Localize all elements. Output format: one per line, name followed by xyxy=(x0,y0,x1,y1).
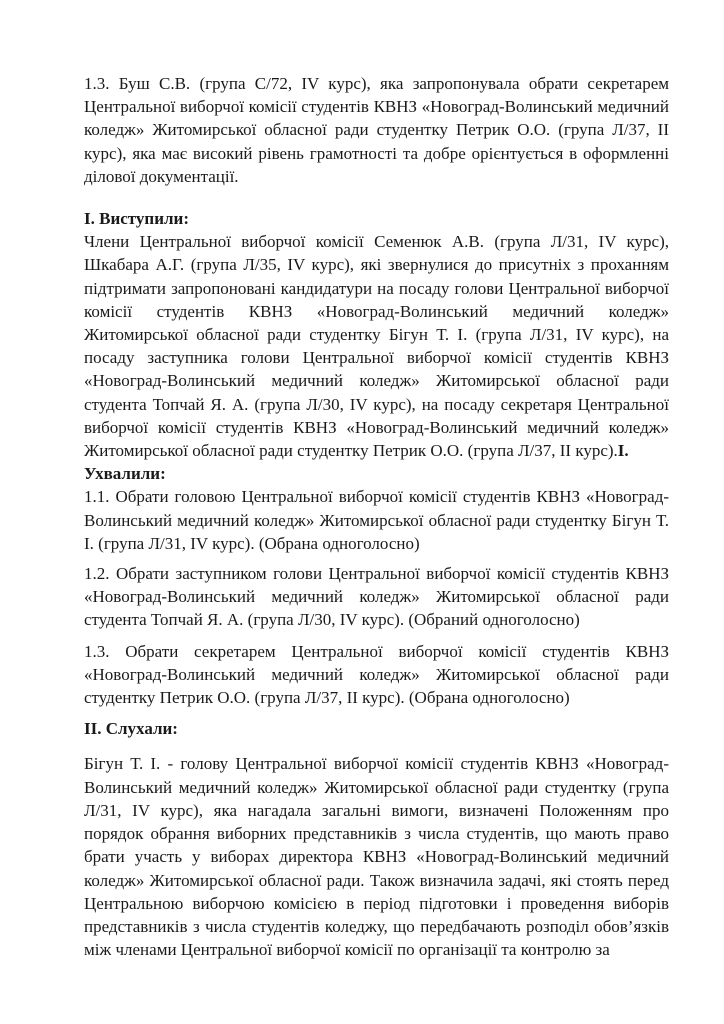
heading-slukhaly: ІІ. Слухали: xyxy=(84,719,178,739)
heading-vystupyly: І. Виступили: xyxy=(84,209,190,229)
paragraph-speakers-text: Члени Центральної виборчої комісії Семенюк А.В. (група Л/31, IV курс), Шкабара А.Г. (група Л/35, IV курс), які звернулися до присутніх з проханням підтримати запропоновані кандидатури на посаду голови Центральної виборчої комісії студентів КВНЗ «Новоград-Волинський медичний коледж» Житомирської обласної ради студентку Бігун Т. І. (група Л/31, IV курс), на посаду заступника голови Центральної виборчої комісії студентів КВНЗ «Новоград-Волинський медичний коледж» Житомирської обласної ради студента Топчай Я. А. (група Л/30, IV курс), на посаду секретаря Центральної виборчої комісії студентів КВНЗ «Новоград-Волинський медичний коледж» Житомирської обласної ради студентку Петрик О.О. (група Л/37, ІІ курс). xyxy=(84,232,669,461)
paragraph-proposal-secretary: 1.3. Буш С.В. (група С/72, IV курс), яка запропонувала обрати секретарем Центральної виборчої комісії студентів КВНЗ «Новоград-Волинський медичний коледж» Житомирської обласної ради студентку Петрик О.О. (група Л/37, ІІ курс), яка має високий рівень грамотності та добре орієнтується в оформленні ділової документації. xyxy=(84,74,669,186)
paragraph-speakers xyxy=(84,230,669,462)
paragraph-resolution-1-2: 1.2. Обрати заступником голови Центральної виборчої комісії студентів КВНЗ «Новоград-Волинський медичний коледж» Житомирської обласної ради студента Топчай Я. А. (група Л/30, IV курс). (Обраний одноголосно) xyxy=(84,564,669,630)
paragraph-speakers-bold-numeral: І. xyxy=(617,441,629,461)
paragraph-resolution-1-3: 1.3. Обрати секретарем Центральної виборчої комісії студентів КВНЗ «Новоград-Волинський медичний коледж» Житомирської обласної ради студентку Петрик О.О. (група Л/37, ІІ курс). (Обрана одноголосно) xyxy=(84,641,669,708)
paragraph-resolution-1-1: 1.1. Обрати головою Центральної виборчої комісії студентів КВНЗ «Новоград-Волинський медичний коледж» Житомирської обласної ради студентку Бігун Т. І. (група Л/31, IV курс). (Обрана одноголосно) xyxy=(84,487,669,553)
heading-ukhvalyly: Ухвалили: xyxy=(84,464,166,484)
paragraph-report-bihun: Бігун Т. І. - голову Центральної виборчої комісії студентів КВНЗ «Новоград-Волинський медичний коледж» Житомирської обласної ради студентку (група Л/31, IV курс), яка нагадала загальні вимоги, визначені Положенням про порядок обрання виборних представників з числа студентів, що мають право брати участь у виборах директора КВНЗ «Новоград-Волинський медичний коледж» Житомирської обласної ради. Також визначила задачі, які стоять перед Центральною виборчою комісією в період підготовки і проведення виборів представників з числа студентів коледжу, що передбачають розподіл обов’язків між членами Центральної виборчої комісії по організації та контролю за xyxy=(84,754,669,960)
